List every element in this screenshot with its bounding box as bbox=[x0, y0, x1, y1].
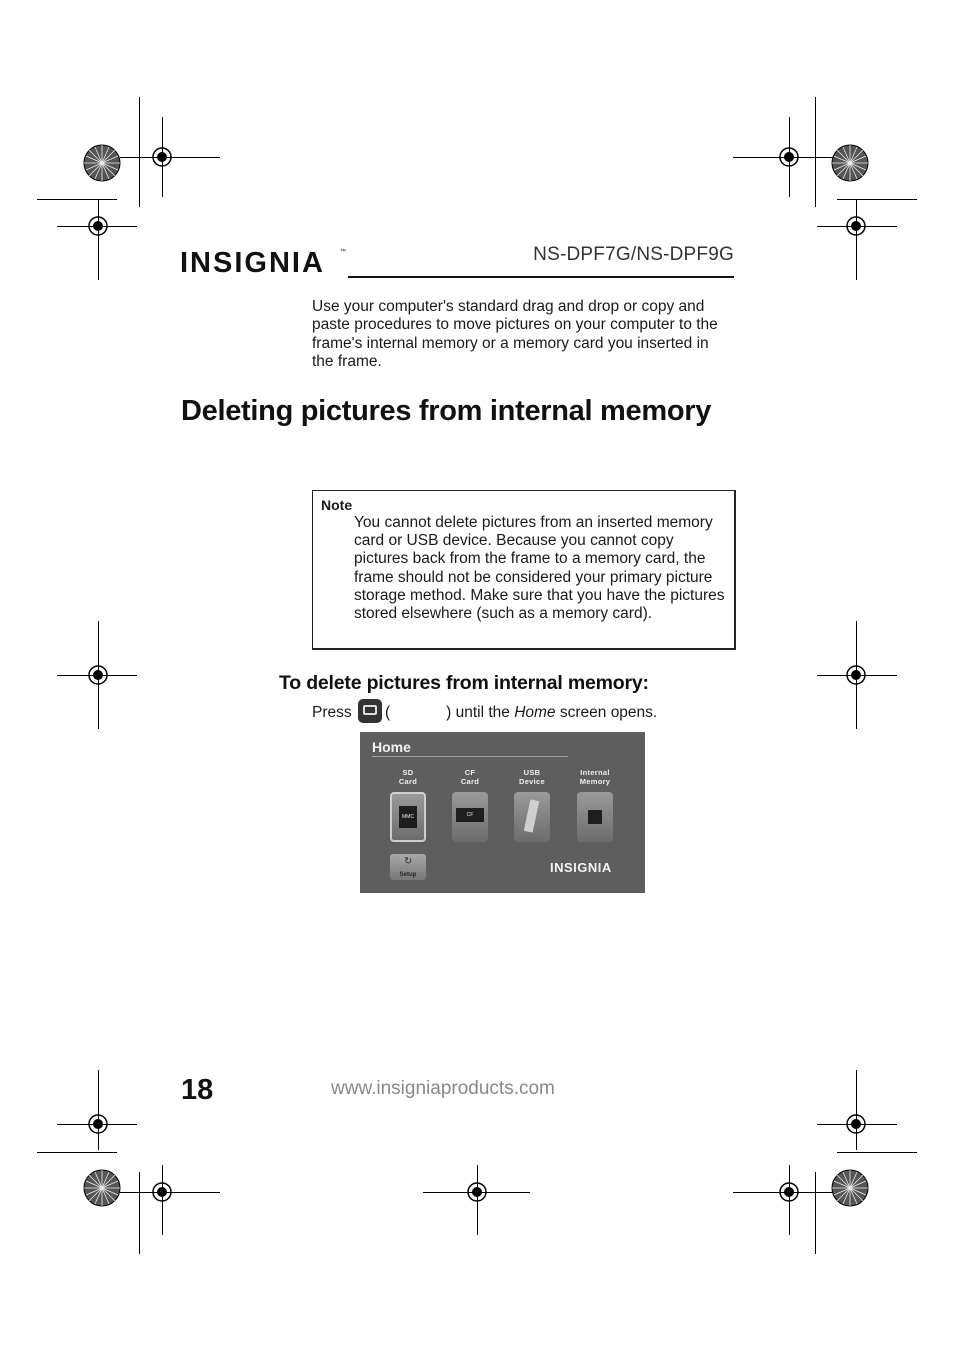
section-heading: Deleting pictures from internal memory bbox=[181, 395, 712, 427]
logo-wordmark: INSIGNIA bbox=[180, 247, 325, 279]
internal-memory-icon bbox=[588, 810, 602, 824]
sd-card-button bbox=[390, 792, 426, 842]
home-screen-brand: INSIGNIA bbox=[550, 860, 612, 875]
home-screen-image bbox=[360, 732, 645, 893]
usb-device-icon bbox=[524, 799, 539, 832]
footer-url: www.insigniaproducts.com bbox=[331, 1078, 555, 1099]
sd-card-label: SD Card bbox=[398, 768, 418, 786]
home-button-icon bbox=[358, 699, 382, 723]
intro-paragraph: Use your computer's standard drag and drop or copy and paste procedures to move pictures on your computer to the frame's internal memory or a memory card you inserted in the frame. bbox=[312, 298, 718, 370]
procedure-step bbox=[312, 699, 657, 723]
internal-memory-button bbox=[577, 792, 613, 842]
cf-card-button bbox=[452, 792, 488, 842]
procedure-title: To delete pictures from internal memory: bbox=[279, 672, 649, 694]
home-screen-rule bbox=[372, 756, 568, 757]
page-number: 18 bbox=[181, 1074, 214, 1106]
model-number: NS-DPF7G/NS-DPF9G bbox=[533, 244, 734, 265]
note-text: You cannot delete pictures from an inserted memory card or USB device. Because you cannot copy pictures back from the frame to a memory card, the frame should not be considered your primary picture storage method. Make sure that you have the pictures stored elsewhere (such as a memory card). bbox=[354, 514, 725, 623]
internal-memory-label: Internal Memory bbox=[579, 768, 611, 786]
step-paren-open: ( bbox=[384, 704, 391, 721]
step-italic-home: Home bbox=[514, 704, 556, 721]
insignia-logo bbox=[180, 240, 345, 282]
home-screen-title: Home bbox=[372, 739, 411, 755]
usb-device-button bbox=[514, 792, 550, 842]
svg-text:™: ™ bbox=[340, 249, 346, 255]
cf-card-icon: CF bbox=[456, 808, 484, 822]
header-rule bbox=[348, 276, 734, 278]
setup-button bbox=[390, 854, 426, 880]
note-label: Note bbox=[321, 497, 353, 513]
cf-card-label: CF Card bbox=[460, 768, 480, 786]
step-suffix: screen opens. bbox=[559, 704, 658, 721]
setup-label: Setup bbox=[399, 872, 417, 878]
step-prefix: Press bbox=[312, 704, 352, 721]
step-paren-close: ) until the bbox=[446, 704, 510, 721]
sd-card-icon: MMC bbox=[399, 806, 417, 828]
usb-device-label: USB Device bbox=[519, 768, 545, 786]
setup-icon: ↻ bbox=[404, 856, 413, 867]
